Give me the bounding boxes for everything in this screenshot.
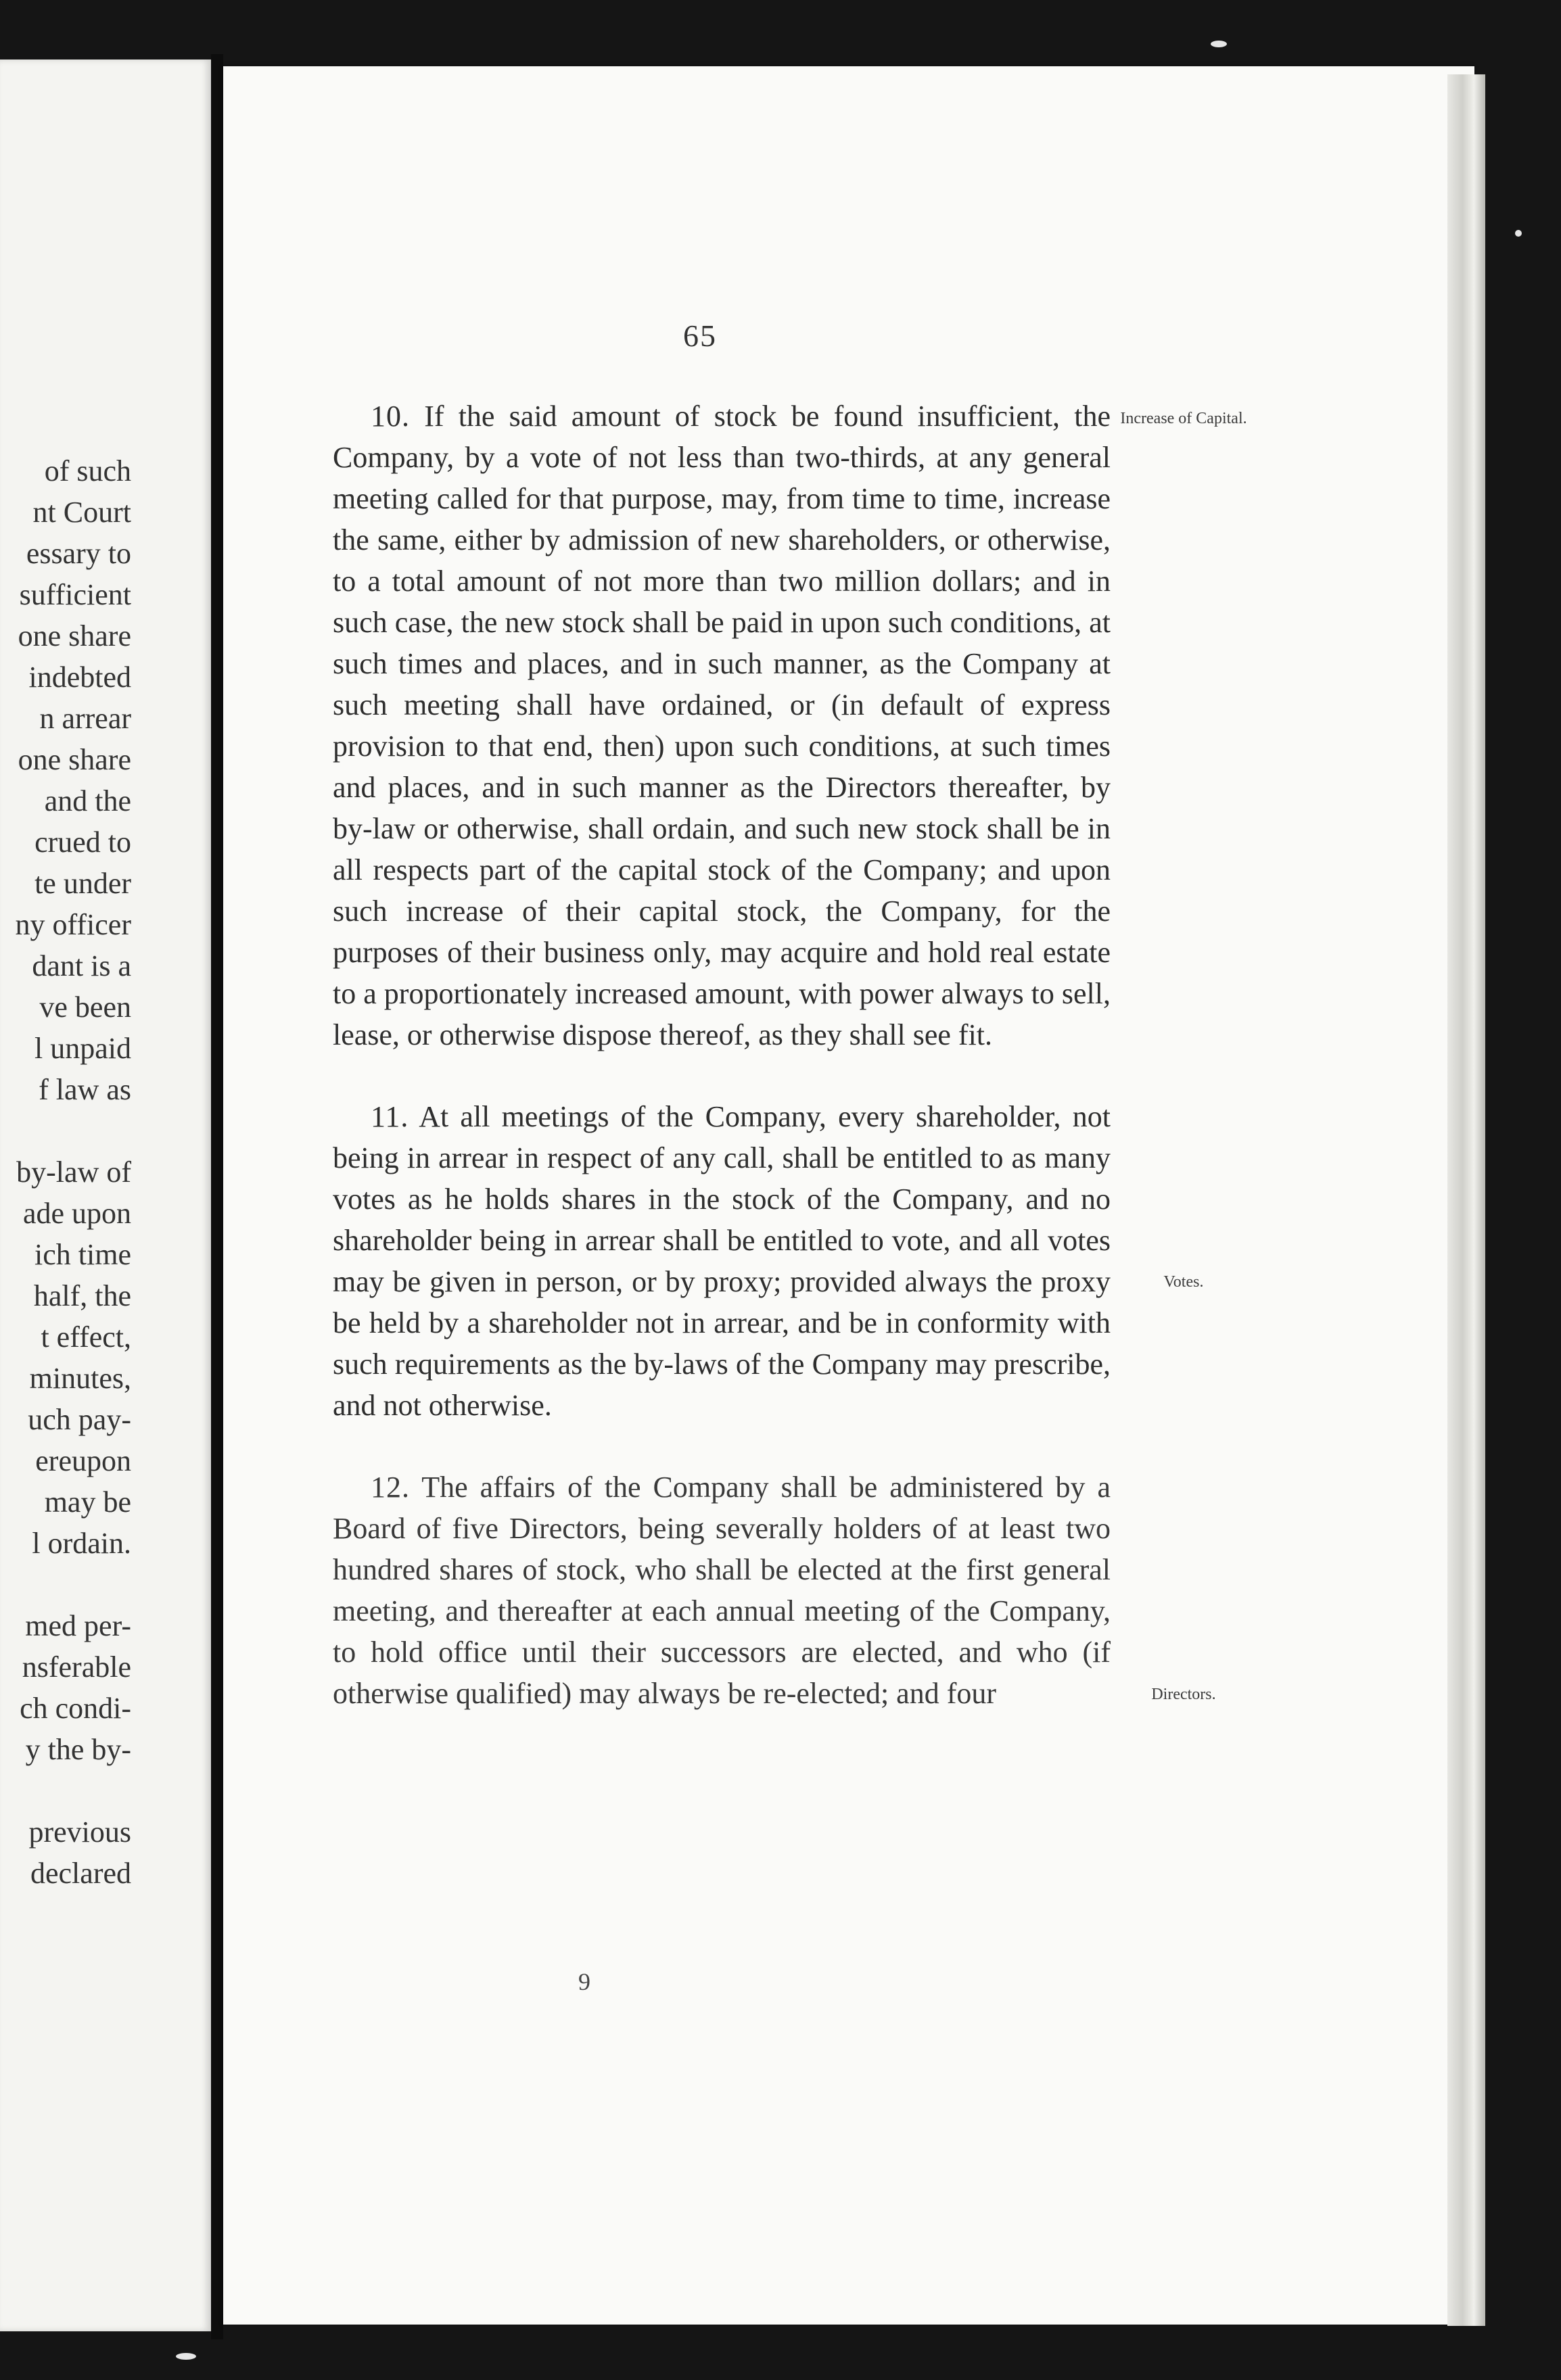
page-edge xyxy=(1447,74,1485,2326)
section-10 xyxy=(333,396,1111,1055)
section-text: At all meetings of the Company, every shareholder, not being in arrear in respect of any call, shall be entitled to as many votes as he holds shares in the stock of the Company, and no shareholder being in arrear shall be entitled to vote, and all votes may be given in person, or by proxy; provided always the proxy be held by a shareholder not in arrear, and be in conformity with such requirements as the by-laws of the Company may prescribe, and not otherwise. xyxy=(333,1100,1111,1422)
left-page-line: previous xyxy=(28,1815,131,1849)
left-page-line: t effect, xyxy=(41,1320,131,1354)
left-page-line: med per- xyxy=(25,1609,131,1642)
left-page-line: crued to xyxy=(34,826,131,859)
margin-note-votes: Votes. xyxy=(1163,1273,1204,1291)
paper-speck xyxy=(176,2353,196,2360)
left-page-line: may be xyxy=(44,1485,131,1519)
section-number: 10. xyxy=(371,400,410,433)
left-page-line: indebted xyxy=(28,661,131,694)
left-page-text xyxy=(16,450,131,1894)
left-page-line: dant is a xyxy=(32,949,131,982)
left-page-line: ich time xyxy=(34,1238,131,1271)
left-page-line: and the xyxy=(44,784,131,817)
left-page-line: declared xyxy=(30,1857,131,1890)
left-page-line: ch condi- xyxy=(20,1692,131,1725)
section-text: The affairs of the Company shall be administered by a Board of five Directors, being severally holders of at least two hundred shares of stock, who shall be elected at the first general meeting, and thereafter at each annual meeting of the Company, to hold office until their successors are elected, and who (if otherwise qualified) may always be re-elected; and four xyxy=(333,1471,1111,1710)
left-page-line: essary to xyxy=(26,537,131,570)
left-page-line: ve been xyxy=(39,991,131,1024)
margin-note-directors: Directors. xyxy=(1151,1686,1216,1703)
page-number: 65 xyxy=(683,318,717,353)
left-page-line: one share xyxy=(18,743,131,776)
left-page-line: nsferable xyxy=(22,1650,131,1684)
left-page-line: one share xyxy=(18,619,131,652)
left-page-line: te under xyxy=(34,867,131,900)
left-page-line: sufficient xyxy=(19,578,131,611)
left-page-line: of such xyxy=(44,454,131,487)
page-body xyxy=(333,396,1111,1755)
left-page-line: n arrear xyxy=(39,702,131,735)
left-page xyxy=(0,60,211,2331)
left-page-line: half, the xyxy=(33,1279,131,1312)
section-12 xyxy=(333,1467,1111,1714)
left-page-line: ereupon xyxy=(35,1444,131,1477)
left-page-line xyxy=(16,1110,131,1151)
left-page-line: uch pay- xyxy=(28,1403,131,1436)
left-page-line xyxy=(16,1770,131,1811)
book-gutter xyxy=(211,54,223,2339)
section-text: If the said amount of stock be found insufficient, the Company, by a vote of not less than two-thirds, at any general meeting called for that purpose, may, from time to time, increase the same, either by admission of new shareholders, or otherwise, to a total amount of not more than two million dollars; and in such case, the new stock shall be paid in upon such conditions, at such times and places, and in such manner, as the Company at such meeting shall have ordained, or (in default of express provision to that end, then) upon such conditions, at such times and places, and in such manner as the Directors thereafter, by by-law or otherwise, shall ordain, and such new stock shall be in all respects part of the capital stock of the Company; and upon such increase of their capital stock, the Company, for the purposes of their business only, may acquire and hold real estate to a proportionately increased amount, with power always to sell, lease, or otherwise dispose thereof, as they shall see fit. xyxy=(333,400,1111,1051)
section-number: 11. xyxy=(371,1100,409,1133)
left-page-line: f law as xyxy=(39,1073,131,1106)
left-page-line: ny officer xyxy=(15,908,131,941)
left-page-line: by-law of xyxy=(16,1156,131,1189)
signature-mark: 9 xyxy=(578,1968,590,1995)
left-page-line: nt Court xyxy=(32,496,131,529)
section-11 xyxy=(333,1096,1111,1426)
left-page-line: minutes, xyxy=(29,1362,131,1395)
left-page-line: l unpaid xyxy=(34,1032,131,1065)
margin-note-increase-of-capital: Increase of Capital. xyxy=(1120,410,1247,427)
section-number: 12. xyxy=(371,1471,410,1504)
paper-speck xyxy=(1515,230,1522,237)
left-page-line: ade upon xyxy=(22,1197,131,1230)
left-page-line: l ordain. xyxy=(32,1527,131,1560)
paper-speck xyxy=(1211,41,1227,47)
left-page-line: y the by- xyxy=(25,1733,131,1766)
left-page-line xyxy=(16,1564,131,1605)
